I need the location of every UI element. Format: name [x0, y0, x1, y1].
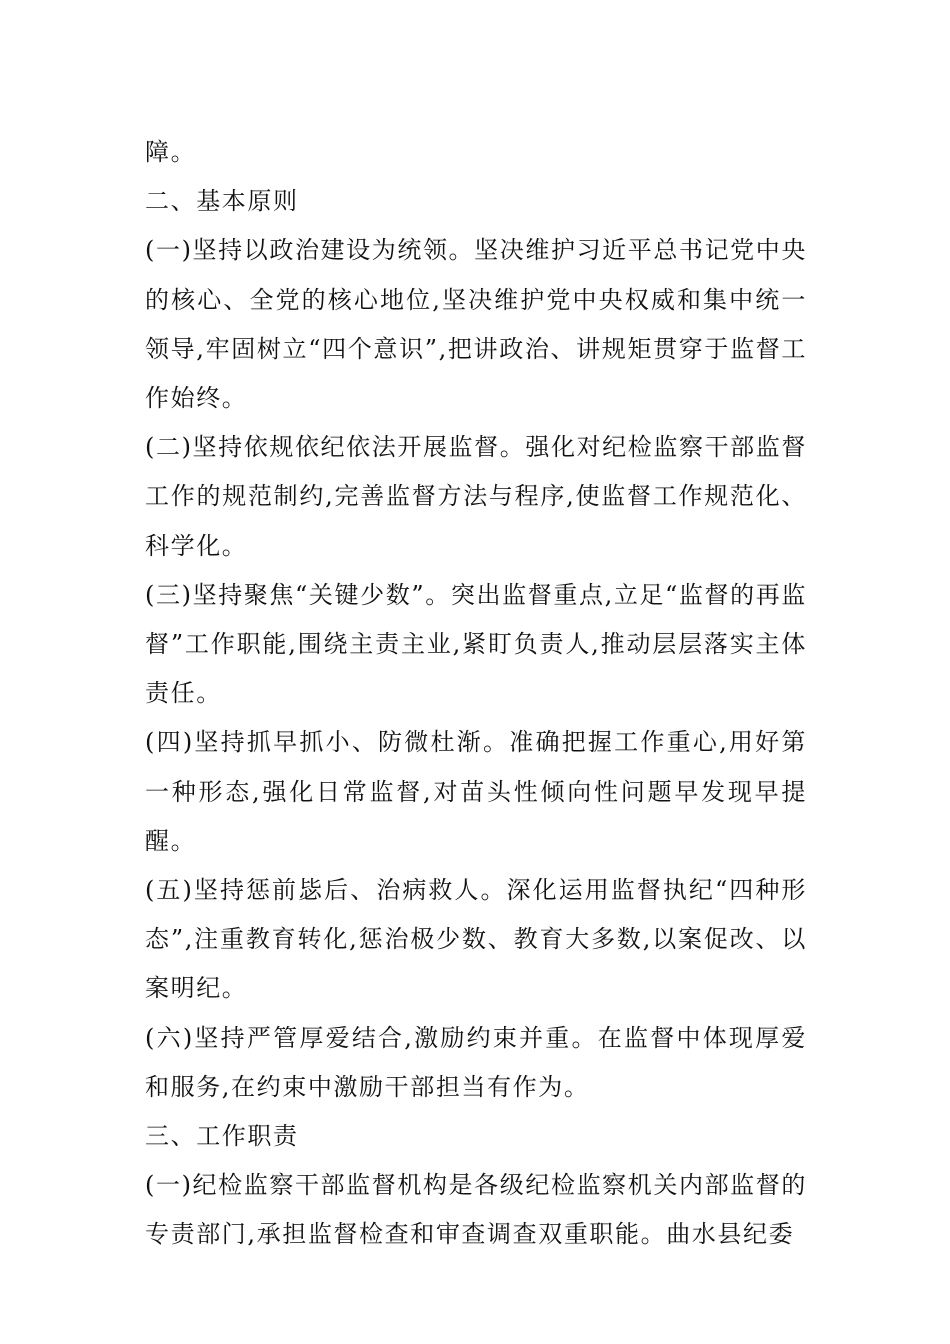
paragraph-principle-4: (四)坚持抓早抓小、防微杜渐。准确把握工作重心,用好第一种形态,强化日常监督,对苗头性倾向性问题早发现早提醒。 [145, 728, 807, 855]
paragraph-continuation: 障。 [145, 138, 197, 166]
paragraph-principle-6: (六)坚持严管厚爱结合,激励约束并重。在监督中体现厚爱和服务,在约束中激励干部担当有作为。 [145, 1023, 807, 1101]
document-body [145, 128, 807, 1260]
paragraph-principle-1: (一)坚持以政治建设为统领。坚决维护习近平总书记党中央的核心、全党的核心地位,坚决维护党中央权威和集中统一领导,牢固树立“四个意识”,把讲政治、讲规矩贯穿于监督工作始终。 [145, 236, 807, 413]
paragraph-principle-3: (三)坚持聚焦“关键少数”。突出监督重点,立足“监督的再监督”工作职能,围绕主责主业,紧盯负责人,推动层层落实主体责任。 [145, 580, 807, 708]
paragraph-principle-5: (五)坚持惩前毖后、治病救人。深化运用监督执纪“四种形态”,注重教育转化,惩治极少数、教育大多数,以案促改、以案明纪。 [145, 876, 807, 1003]
paragraph-principle-2: (二)坚持依规依纪依法开展监督。强化对纪检监察干部监督工作的规范制约,完善监督方法与程序,使监督工作规范化、科学化。 [145, 433, 807, 560]
section-heading-work-duties: 三、工作职责 [145, 1122, 299, 1151]
paragraph-duty-1: (一)纪检监察干部监督机构是各级纪检监察机关内部监督的专责部门,承担监督检查和审查调查双重职能。曲水县纪委 [145, 1171, 807, 1249]
section-heading-basic-principles: 二、基本原则 [145, 187, 299, 216]
